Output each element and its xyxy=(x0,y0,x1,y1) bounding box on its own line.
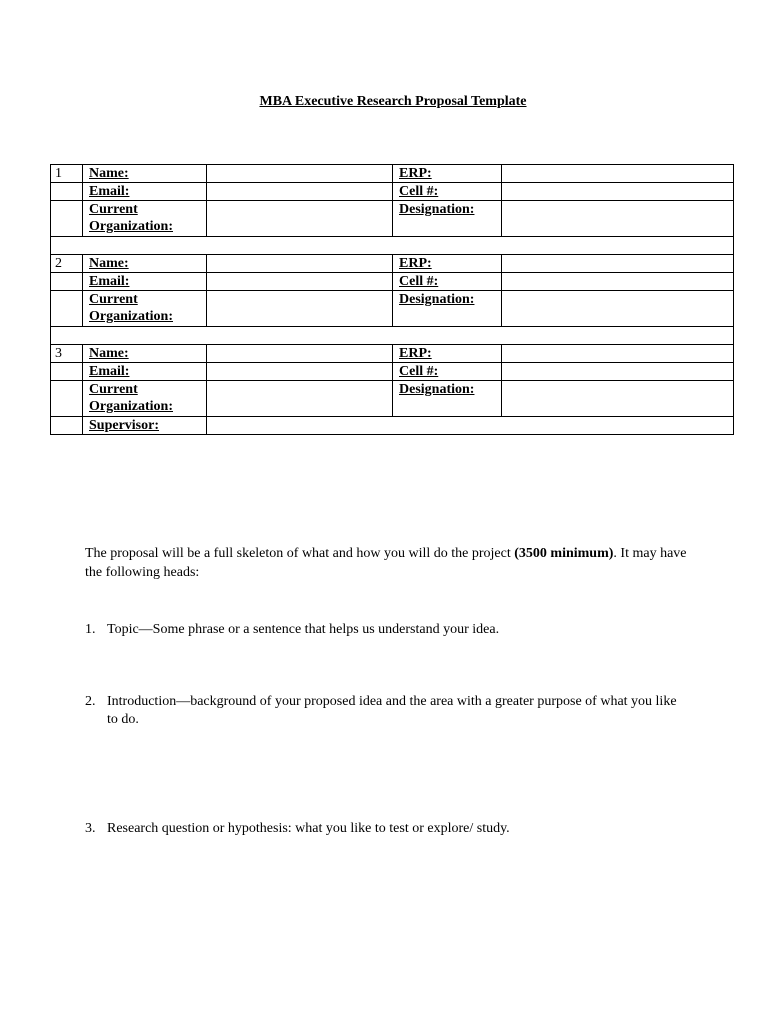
erp-field[interactable] xyxy=(502,255,734,273)
email-field[interactable] xyxy=(207,273,393,291)
cell-label: Cell #: xyxy=(393,363,502,381)
table-row xyxy=(51,273,734,291)
intro-text-end: . It may have the following heads: xyxy=(85,546,687,580)
intro-paragraph xyxy=(85,544,695,582)
list-item-number: 1. xyxy=(85,622,96,637)
list-item-text: Introduction—background of your proposed idea and the area with a greater purpose of what you like to do. xyxy=(107,694,677,727)
member-number-cell xyxy=(51,417,83,435)
member-number-cell xyxy=(51,363,83,381)
cell-field[interactable] xyxy=(502,183,734,201)
cell-field[interactable] xyxy=(502,273,734,291)
member-number-cell xyxy=(51,273,83,291)
email-label: Email: xyxy=(83,363,207,381)
current-label: Current xyxy=(89,292,138,307)
list-item-text: Topic—Some phrase or a sentence that helps us understand your idea. xyxy=(107,622,500,637)
current-label: Current xyxy=(89,202,138,217)
list-item xyxy=(85,621,685,639)
list-item-text: Research question or hypothesis: what you like to test or explore/ study. xyxy=(107,821,510,836)
table-row xyxy=(51,363,734,381)
current-organization-field[interactable] xyxy=(207,291,393,327)
erp-field[interactable] xyxy=(502,345,734,363)
table-row xyxy=(51,417,734,435)
erp-field[interactable] xyxy=(502,165,734,183)
organization-label: Organization: xyxy=(89,399,173,414)
spacer-cell xyxy=(51,327,734,345)
member-number-cell xyxy=(51,183,83,201)
spacer-row xyxy=(51,237,734,255)
current-organization-label xyxy=(83,201,207,237)
name-field[interactable] xyxy=(207,165,393,183)
current-organization-field[interactable] xyxy=(207,381,393,417)
designation-label: Designation: xyxy=(393,381,502,417)
member-number: 2 xyxy=(51,255,83,273)
table-row xyxy=(51,291,734,327)
designation-field[interactable] xyxy=(502,201,734,237)
erp-label: ERP: xyxy=(393,165,502,183)
designation-label: Designation: xyxy=(393,201,502,237)
cell-label: Cell #: xyxy=(393,273,502,291)
page-title: MBA Executive Research Proposal Template xyxy=(259,94,527,109)
table-row xyxy=(51,255,734,273)
current-organization-label xyxy=(83,381,207,417)
member-number: 1 xyxy=(51,165,83,183)
spacer-cell xyxy=(51,237,734,255)
organization-label: Organization: xyxy=(89,309,173,324)
member-number-cell xyxy=(51,201,83,237)
member-number-cell xyxy=(51,381,83,417)
list-item-number: 2. xyxy=(85,694,96,709)
name-label: Name: xyxy=(83,165,207,183)
table-row xyxy=(51,381,734,417)
erp-label: ERP: xyxy=(393,255,502,273)
organization-label: Organization: xyxy=(89,219,173,234)
email-field[interactable] xyxy=(207,363,393,381)
designation-field[interactable] xyxy=(502,381,734,417)
name-field[interactable] xyxy=(207,345,393,363)
name-label: Name: xyxy=(83,345,207,363)
table-row xyxy=(51,165,734,183)
table-row xyxy=(51,201,734,237)
supervisor-field[interactable] xyxy=(207,417,734,435)
supervisor-label: Supervisor: xyxy=(83,417,207,435)
intro-bold-text: (3500 minimum) xyxy=(514,546,614,561)
email-field[interactable] xyxy=(207,183,393,201)
designation-label: Designation: xyxy=(393,291,502,327)
cell-label: Cell #: xyxy=(393,183,502,201)
name-field[interactable] xyxy=(207,255,393,273)
current-label: Current xyxy=(89,382,138,397)
table-row xyxy=(51,183,734,201)
list-item-number: 3. xyxy=(85,821,96,836)
designation-field[interactable] xyxy=(502,291,734,327)
erp-label: ERP: xyxy=(393,345,502,363)
intro-text: The proposal will be a full skeleton of what and how you will do the project xyxy=(85,546,515,561)
member-number: 3 xyxy=(51,345,83,363)
list-item xyxy=(85,820,685,838)
current-organization-label xyxy=(83,291,207,327)
list-item xyxy=(85,693,685,729)
table-row xyxy=(51,345,734,363)
cell-field[interactable] xyxy=(502,363,734,381)
member-details-table xyxy=(50,164,734,435)
spacer-row xyxy=(51,327,734,345)
email-label: Email: xyxy=(83,183,207,201)
member-number-cell xyxy=(51,291,83,327)
current-organization-field[interactable] xyxy=(207,201,393,237)
name-label: Name: xyxy=(83,255,207,273)
email-label: Email: xyxy=(83,273,207,291)
